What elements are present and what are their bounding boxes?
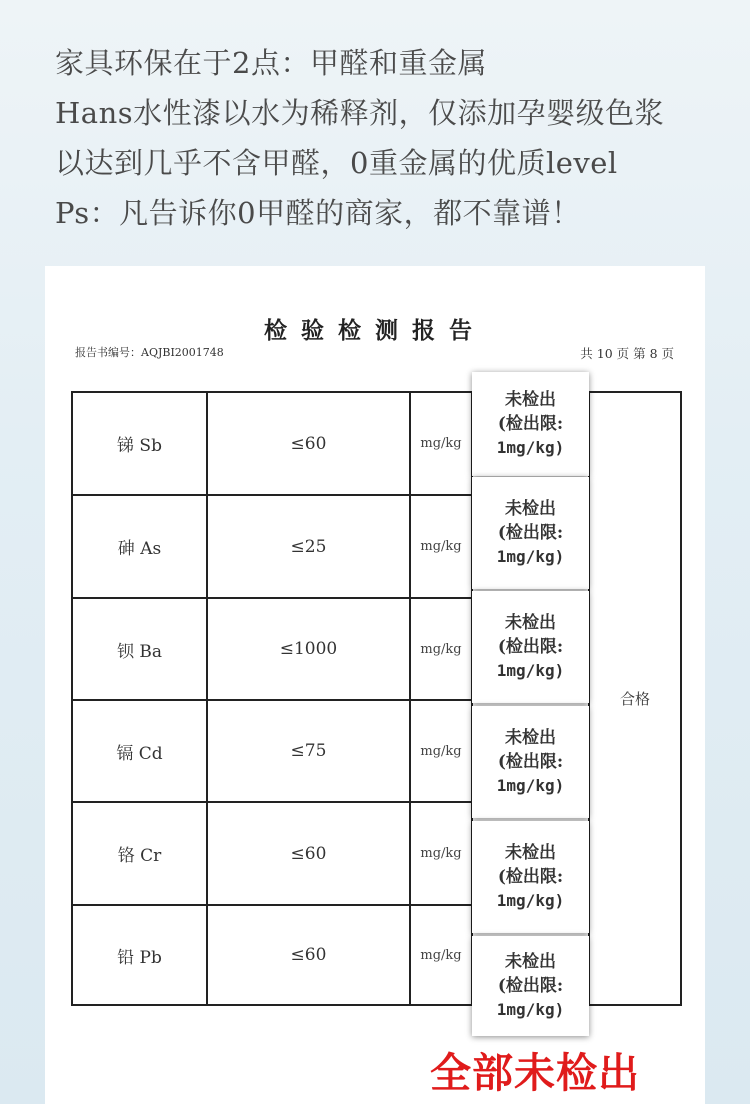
limit-cell: ≤1000	[279, 639, 338, 659]
unit-cell: mg/kg	[420, 947, 462, 963]
unit-cell: mg/kg	[420, 539, 462, 554]
report-number: 报告书编号：AQJBI2001748	[75, 346, 224, 359]
element-cell: 钡 Ba	[116, 641, 163, 662]
limit-cell: ≤60	[290, 843, 327, 864]
element-cell: 镉 Cd	[116, 743, 163, 764]
sticker-text: 1mg/kg)	[496, 891, 565, 910]
element-cell: 砷 As	[117, 539, 162, 559]
element-cell: 铬 Cr	[117, 846, 162, 866]
intro-line: Ps：凡告诉你0甲醛的商家，都不靠谱！	[55, 196, 581, 230]
unit-cell: mg/kg	[420, 743, 462, 759]
sticker-text: 未检出	[505, 952, 556, 972]
limit-cell: ≤60	[290, 433, 327, 454]
sticker-text: 1mg/kg)	[496, 776, 565, 795]
result-sticker	[472, 706, 589, 818]
sticker-text: 1mg/kg)	[496, 1000, 565, 1019]
intro-line: 以达到几乎不含甲醛，0重金属的优质level	[55, 146, 618, 180]
unit-cell: mg/kg	[420, 436, 462, 451]
limit-cell: ≤60	[290, 945, 327, 965]
sticker-text: 未检出	[505, 499, 556, 519]
intro-line: Hans水性漆以水为稀释剂，仅添加孕婴级色浆	[55, 96, 665, 130]
sticker-text: (检出限:	[497, 523, 564, 543]
report-title: 检验检测报告	[264, 317, 486, 344]
sticker-text: 未检出	[505, 613, 556, 633]
sticker-text: (检出限:	[497, 867, 564, 887]
result-sticker	[472, 821, 589, 933]
all-not-detected-caption: 全部未检出	[430, 1049, 640, 1097]
sticker-text: 1mg/kg)	[496, 661, 565, 680]
sticker-text: 1mg/kg)	[496, 438, 565, 457]
result-sticker	[472, 936, 589, 1036]
unit-cell: mg/kg	[420, 846, 462, 861]
limit-cell: ≤75	[290, 741, 327, 761]
report-page-number: 共 10 页 第 8 页	[580, 346, 674, 361]
element-cell: 铅 Pb	[117, 947, 162, 968]
result-sticker	[472, 591, 589, 703]
intro-text	[55, 38, 735, 238]
sticker-text: 未检出	[505, 843, 556, 863]
sticker-text: (检出限:	[497, 414, 564, 434]
sticker-text: 未检出	[505, 728, 556, 748]
result-sticker	[472, 477, 589, 589]
results-table	[71, 391, 682, 1006]
element-cell: 锑 Sb	[117, 436, 162, 456]
unit-cell: mg/kg	[420, 641, 462, 657]
result-sticker	[472, 372, 589, 476]
verdict-cell: 合格	[619, 690, 650, 708]
sticker-text: 未检出	[505, 390, 556, 410]
sticker-text: (检出限:	[497, 752, 564, 772]
sticker-text: (检出限:	[497, 637, 564, 657]
intro-line: 家具环保在于2点：甲醛和重金属	[55, 46, 487, 80]
sticker-text: 1mg/kg)	[496, 547, 565, 566]
sticker-text: (检出限:	[497, 976, 564, 996]
limit-cell: ≤25	[290, 536, 327, 557]
